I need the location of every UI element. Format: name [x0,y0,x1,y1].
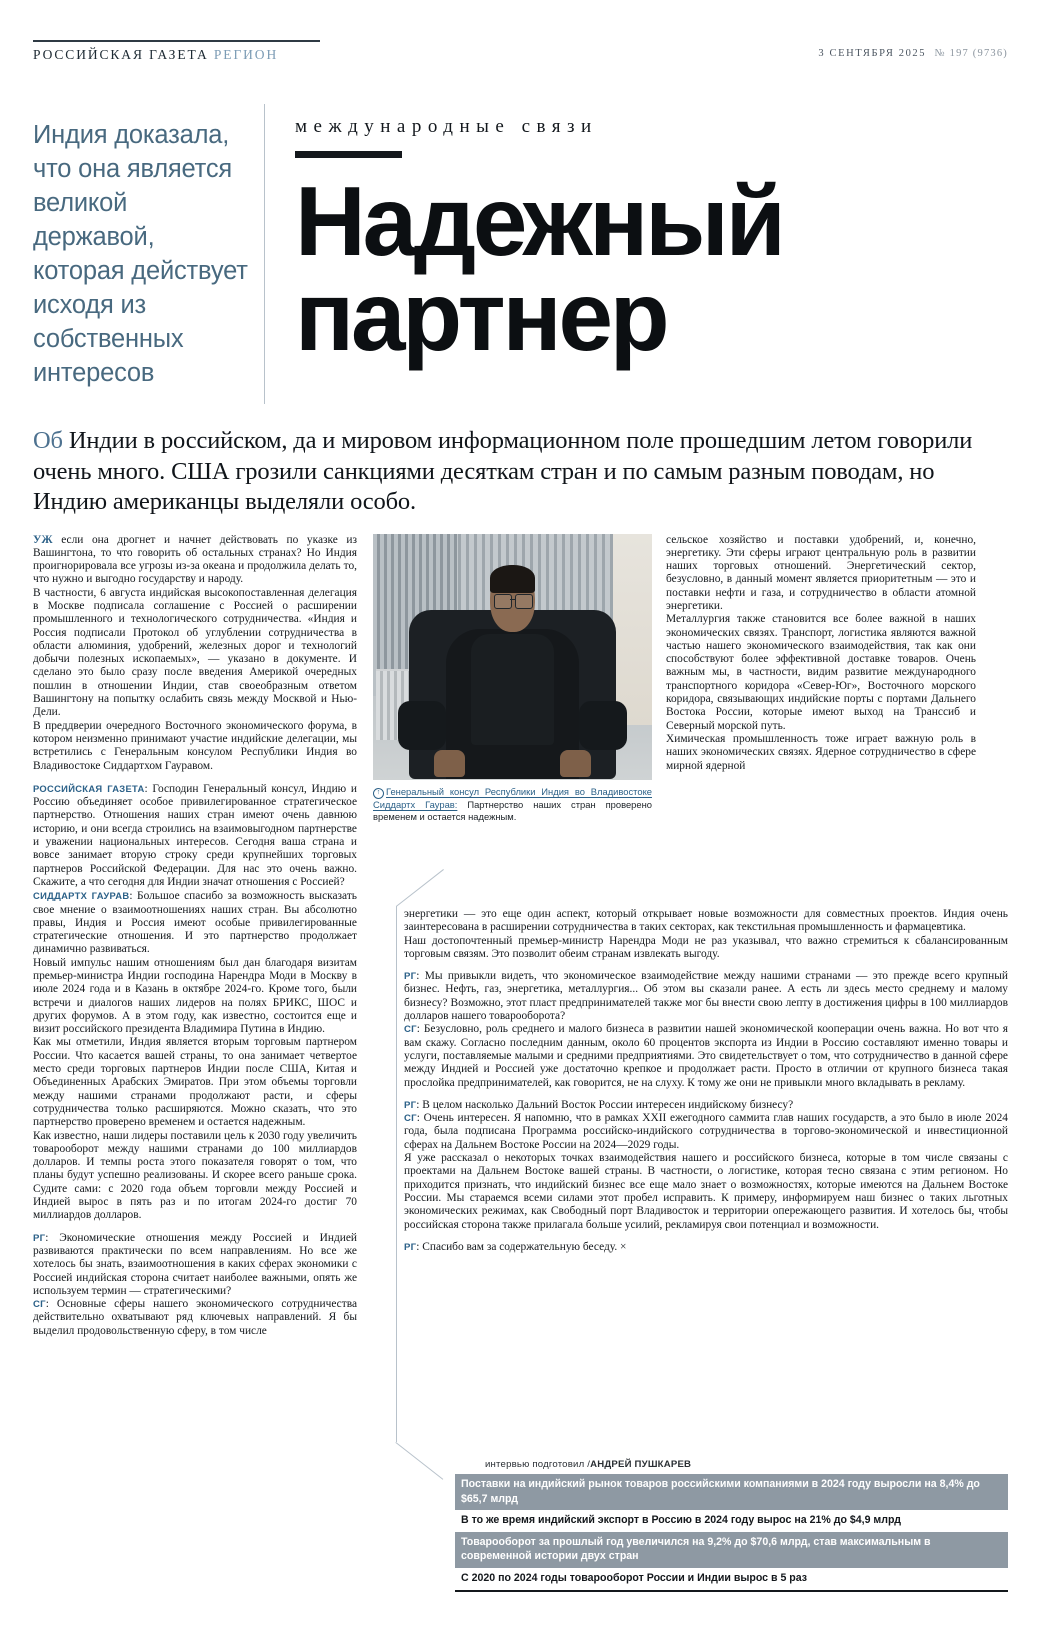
masthead-title-main: РОССИЙСКАЯ ГАЗЕТА [33,47,214,62]
photo-block [373,534,652,824]
wide-text-section [404,908,1008,1254]
col1-a1b: Новый импульс нашим отношениям был дан благодаря визитам премьер-министра Индии господина Нарендра Моди в Москву в июле 2024 года и в Казань в октябре 2024-го. Кроме того, были встречи и диалогов наших лидеров на полях БРИКС, ШОС и других форумов. А в этом году, как известно, состоится еще и визит российского президента Владимира Путина в Индию. [33,956,357,1036]
paragraph [404,1112,1008,1152]
col1-q1-text: : Господин Генеральный консул, Индию и Россию объединяет особое привилегированное стратегическое партнерство. Отношения наших стран имеют очень давнюю историю, и они всегда строились на взаимовыгодном партнерстве и уважении национальных интересов. Сегодня ваша страна и вовсе занимает вторую строку среди крупнейших торговых партнеров Российской Федерации. Для нас это очень важно. Скажите, а что сегодня для Индии значат отношения с Россией? [33,782,357,888]
lead-paragraph [33,426,1008,518]
wide-q3-text: : Спасибо вам за содержательную беседу. [416,1240,618,1253]
pull-quote-column [33,104,265,404]
top-block [33,104,1008,404]
column-one [33,534,373,1339]
caption-rest: Партнерство наших стран проверено временем и остается надежным. [373,798,652,822]
col1-a2-text: : Основные сферы нашего экономического сотрудничества действительно охватывают ряд ключевых направлений. Я бы выделил продовольственную сферу, в том числе [33,1298,357,1337]
col1-a1c: Как мы отметили, Индия является вторым торговым партнером России. Что касается вашей страны, то она занимает четвертое место среди торговых партнеров Индии после США, Китая и Объединенных Арабских Эмиратов. При этом объемы торговли между нашими странами продолжают расти, и сферы сотрудничества только расширяются. Можно сказать, что это партнерство проверено временем и остается надежным. [33,1036,357,1129]
paragraph [404,1023,1008,1089]
wide-a2-label: СГ [404,1113,417,1125]
photo-person-hand-left [434,750,465,777]
lead-dropcap: Об [33,427,63,454]
photo-glasses-left-lens [494,594,512,609]
wide-q1-text: : Мы привыкли видеть, что экономическое взаимодействие между нашими странами — это прежде всего крупный бизнес. Нефть, газ, энергетика, металлургия... Об этом вы сказали ранее. А есть ли здесь место среднему и малому бизнесу? Возможно, этот пласт предпринимателей также мог бы внести свою лепту в достижения цифры в 100 миллиардов долларов нашего товарооборота? [404,970,1008,1023]
col3-p3: Химическая промышленность тоже играет важную роль в наших экономических связях. Ядерное сотрудничество в сфере мирной ядерной [666,732,976,772]
wide-p2: Наш достопочтенный премьер-министр Нарендра Моди не раз указывал, что важно стремиться к сбалансированным торговым связям. Это позволит обеим странам извлекать выгоду. [404,934,1008,960]
wide-a2-text: : Очень интересен. Я напомню, что в рамках XXII ежегодного саммита глав наших государств, а это было в июле 2024 года, была подписана Программа российско-индийского сотрудничества в торгово-экономической и инвестиционной сферах на Дальнем Востоке России на 2024—2029 годы. [404,1112,1008,1151]
photo-caption [373,786,652,824]
headline-column [265,104,1008,404]
lead-text: Индии в российском, да и мировом информационном поле прошедшим летом говорили очень много. США грозили санкциями десяткам стран и по самым разным поводам, но Индию американцы выделяли особо. [33,427,973,515]
col1-p3: В преддверии очередного Восточного экономического форума, в котором неизменно принимают участие индийские делегации, мы встретились с Генеральным консулом Республики Индия во Владивостоке Сиддартхом Гауравом. [33,719,357,772]
wide-p1: энергетики — это еще один аспект, который открывает новые возможности для совместных проектов. Индия очень заинтересована в расширении сотрудничества в таких секторах, как текстильная промышленность и фармацевтика. [404,908,1008,934]
col3-p2: Металлургия также становится все более важной в наших экономических связях. Транспорт, логистика являются важной частью нашего экономического взаимодействия, так как они способствуют более эффективной доставке товаров. Очень важным мы, в частности, видим развитие международного транспортного коридора «Север-Юг», Восточного морского коридора, связывающих индийские порты с портами Дальнего Востока России, которые имеют выход на Транссиб и Северный морской путь. [666,613,976,732]
byline [485,1459,691,1470]
masthead-rule [33,40,320,42]
col1-a1d: Как известно, наши лидеры поставили цель к 2030 году увеличить товарооборот между нашими странами до 100 миллиардов долларов. И темпы роста этого показателя говорят о том, что планы будут успешно реализованы. И скорее всего раньше срока. Судите сами: с 2020 года объем торговли между Россией и Индией вырос в пять раз и по итогам 2024-го достиг 70 миллиардов долларов. [33,1129,357,1222]
rubric-label: международные связи [295,116,598,137]
col1-a1-label: СИДДАРТХ ГАУРАВ [33,890,130,902]
wide-section-rule-bottom-angle [395,1442,443,1480]
col1-p1: если она дрогнет и начнет действовать по указке из Вашингтона, то что говорить об остальных странах? Но Индия проигнорировала все угрозы из-за океана и продолжила делать то, что нужно и выгодно государству и народу. [33,533,357,586]
page-title: Надежный партнер [295,166,783,371]
byline-prefix: интервью подготовил / [485,1459,591,1470]
paragraph [33,1232,357,1298]
col1-a1-text: : Большое спасибо за возможность высказать свое мнение о взаимоотношениях наших стран. Вы абсолютно правы, Индия и Россия имеют особые привилегированные стратегические отношения. И это партнерство продолжает динамично развиваться. [33,890,357,956]
photo-glasses-right-lens [515,594,533,609]
paragraph [33,1298,357,1338]
photo-person-hair [490,565,535,592]
spacer [404,961,1008,970]
byline-author: АНДРЕЙ ПУШКАРЕВ [590,1459,692,1470]
photo-person-hand-right [560,750,591,777]
wide-a2b: Я уже рассказал о некоторых точках взаимодействия нашего и российского бизнеса, которые в том числе связаны с проектами на Дальнем Востоке вашей страны. В частности, о логистике, которая тесно связана с этим регионом. Но приходится признать, что индийский бизнес все еще мало знает о возможностях, которые имеются на Дальнем Востоке России. Мы стараемся всеми силами этот пробел исправить. К примеру, информируем наш бизнес о таких льготных экономических режимах, как Свободный порт Владивосток и территории опережающего развития. И хотелось бы, чтобы российская сторона также прилагала больше усилий, рекламируя свои потенциал и возможности. [404,1152,1008,1231]
col1-p2: В частности, 6 августа индийская высокопоставленная делегация в Москве подписала соглашение с Россией о расширении промышленного и технологического сотрудничества. «Индия и Россия подписали Протокол об углублении сотрудничества в области алюминия, удобрений, железных дорог и технологий добычи полезных ископаемых», — указано в документе. И сделано это было сразу после введения Америкой очередных пошлин в отношении Индии, став своеобразным ответом Вашингтону на попытку ослабить связь между Москвой и Нью-Дели. [33,586,357,719]
fact-bar: В то же время индийский экспорт в Россию в 2024 году вырос на 21% до $4,9 млрд [455,1510,1008,1532]
fact-bar: С 2020 по 2024 годы товарооборот России и Индии вырос в 5 раз [455,1568,1008,1592]
wide-section-rule [396,906,397,1442]
pull-quote: Индия доказала, что она является великой державой, которая действует исходя из собственных интересов [33,121,248,387]
paragraph [404,1099,1008,1112]
wide-q1-label: РГ [404,971,417,983]
paragraph [33,534,357,587]
fact-bar: Товарооборот за прошлый год увеличился на 9,2% до $70,6 млрд, став максимальным в современной истории двух стран [455,1532,1008,1568]
wide-a1-text: : Безусловно, роль среднего и малого бизнеса в развитии нашей экономической кооперации очень важна. Но вот что я вам скажу. Согласно последним данным, около 60 процентов экспорта из Индии в Россию составляют именно товары и услуги, поставляемые малыми и средними предприятиями. Это свидетельствует о том, что сотрудничество в данной сфере между Индией и Россией уже достаточно крепкое и продолжает расти. Просто в отличии от крупного бизнеса такая прослойка предпринимателей, как говорится, не на слуху. К тому же они не привыкли много вкладывать в рекламу. [404,1023,1008,1089]
photo-chair-arm-right [579,701,626,750]
wide-q2-label: РГ [404,1099,417,1111]
masthead-title [33,47,278,63]
arrow-up-icon: ↑ [373,788,384,799]
fact-bar: Поставки на индийский рынок товаров российскими компаниями в 2024 году выросли на 8,4% до $65,7 млрд [455,1474,1008,1510]
photo-right-wall [613,534,652,726]
paragraph [404,970,1008,1023]
issue-number: № 197 (9736) [934,48,1008,59]
end-mark-icon: × [620,1240,627,1253]
issue-date: 3 СЕНТЯБРЯ 2025 [818,48,927,59]
caption-link[interactable]: Генеральный консул Республики Индия во Владивостоке Сиддартх Гаурав: [373,785,652,810]
paragraph [33,889,357,956]
col1-q1-label: РОССИЙСКАЯ ГАЗЕТА [33,782,145,794]
wide-a1-label: СГ [404,1024,417,1036]
photo-chair-arm-left [398,701,445,750]
masthead-title-region: РЕГИОН [213,47,279,62]
paragraph [33,782,357,889]
col1-q2-label: РГ [33,1232,46,1244]
col1-a2-label: СГ [33,1299,46,1311]
consul-photo [373,534,652,780]
col3-p1: сельское хозяйство и поставки удобрений, и, конечно, энергетику. Эти сферы играют центральную роль в развитии наших торговых отношений. Энергетический сектор, безусловно, в данный момент является приоритетным — это и поставки нефти и газа, и сотрудничество в области атомной энергетики. [666,533,976,612]
spacer [33,773,357,782]
spacer [33,1223,357,1232]
paragraph [404,1241,1008,1254]
col1-q2-text: : Экономические отношения между Россией и Индией развиваются практически по всем направлениям. Но все же хотелось бы знать, взаимоотношения в каких сферах экономики с Россией индийская сторона считает наиболее важными, опять же используем термин — стратегическими? [33,1231,357,1297]
wide-q2-text: : В целом насколько Дальний Восток России интересен индийскому бизнесу? [416,1098,794,1111]
masthead [33,40,1008,84]
spacer [404,1232,1008,1241]
spacer [404,1090,1008,1099]
newspaper-page [0,40,1041,1640]
masthead-issue-info [818,48,1008,59]
wide-q3-label: РГ [404,1241,417,1253]
photo-person-vest [471,634,555,745]
rubric-underline [295,151,402,158]
photo-glasses-bridge [510,599,516,600]
col1-intro-word: УЖ [33,533,53,546]
fact-bars [455,1474,1008,1592]
